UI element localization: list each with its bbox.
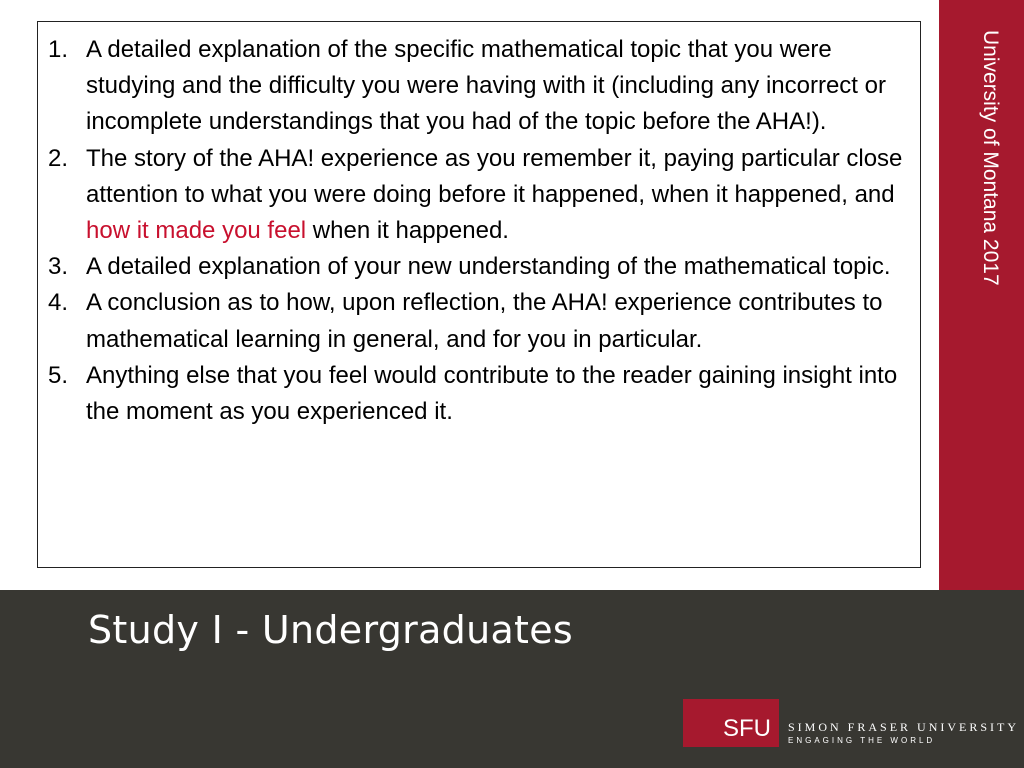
item-number: 3. [48,253,69,281]
slide-title: Study I - Undergraduates [88,608,574,652]
item-text: The story of the AHA! experience as you remember it, paying particular close attention to what you were doing before it happened, when it happened, and [86,144,903,208]
sidebar-text: University of Montana 2017 [979,30,1002,286]
content-box [37,21,921,568]
item-number: 2. [48,144,69,172]
list-item [48,249,906,285]
item-text: A detailed explanation of your new understanding of the mathematical topic. [86,253,891,281]
item-number: 4. [48,289,69,317]
item-text: A conclusion as to how, upon reflection, the AHA! experience contributes to mathematical learning in general, and for you in particular. [86,289,883,353]
university-tagline: ENGAGING THE WORLD [788,736,936,745]
numbered-list [48,32,906,430]
item-number: 5. [48,361,69,389]
item-highlight-text: how it made you feel [86,217,307,245]
university-name: SIMON FRASER UNIVERSITY [788,720,1020,734]
item-number: 1. [48,36,69,63]
item-text: A detailed explanation of the specific mathematical topic that you were studying and the difficulty you were having with it (including any incorrect or incomplete understandings that you had of the topic before the AHA!). [86,36,886,136]
list-item [48,32,906,141]
sfu-logo [683,699,779,747]
item-text: Anything else that you feel would contribute to the reader gaining insight into the moment as you experienced it. [86,361,898,426]
list-item [48,358,906,430]
list-item [48,285,906,357]
list-item [48,141,906,250]
item-text-after: when it happened. [306,217,509,245]
sfu-logo-text: SFU [723,715,771,742]
footer-bar [0,590,1024,768]
